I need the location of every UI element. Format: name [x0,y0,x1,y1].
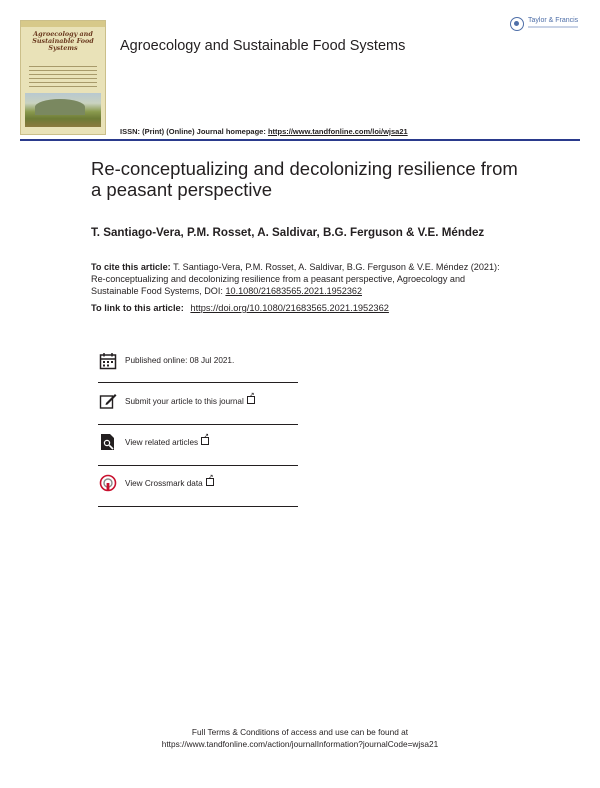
cover-title: Agroecology and Sustainable Food Systems [32,30,94,52]
external-link-icon [201,437,209,445]
terms-footer [0,727,600,750]
crossmark-icon [99,474,117,492]
article-title: Re-conceptualizing and decolonizing resilience from a peasant perspective [91,158,518,200]
cover-text-lines [29,66,97,90]
article-doi-link[interactable]: https://doi.org/10.1080/21683565.2021.1952362 [190,303,389,313]
header-divider [20,139,580,141]
issn-line [120,127,408,136]
published-row [98,352,298,386]
issn-label: ISSN: (Print) (Online) Journal homepage: [120,127,266,136]
article-link-label: To link to this article: [91,303,184,313]
related-articles-link[interactable]: View related articles↗ [125,437,209,447]
document-search-icon [99,433,117,451]
citation-doi-link[interactable]: 10.1080/21683565.2021.1952362 [225,285,362,296]
row-divider [98,465,298,466]
submit-article-link[interactable]: Submit your article to this journal↗ [125,396,255,406]
submit-article-row[interactable] [98,392,298,426]
publisher-tagline-bar [528,26,578,28]
journal-title[interactable]: Agroecology and Sustainable Food Systems [120,38,406,54]
terms-line: Full Terms & Conditions of access and use can be found at [191,727,409,737]
cover-band [21,21,105,27]
edit-icon [99,392,117,410]
publisher-name: Taylor & Francis [528,17,579,24]
citation-text: T. Santiago-Vera, P.M. Rosset, A. Saldivar, B.G. Ferguson & V.E. Méndez (2021): Re-conceptualizing and decolonizing resilience from a peasant perspective, Agroecology and Sustainable Food Systems, DOI: [91,262,500,296]
journal-homepage-link[interactable]: https://www.tandfonline.com/loi/wjsa21 [267,127,408,136]
row-divider [98,424,298,425]
related-articles-row[interactable] [98,433,298,467]
citation-block [91,262,511,297]
external-link-icon [247,396,255,404]
journal-cover-image [20,20,106,135]
row-divider [98,506,298,507]
external-link-icon [206,478,214,486]
published-date: Published online: 08 Jul 2021. [125,356,235,365]
article-authors: T. Santiago-Vera, P.M. Rosset, A. Saldivar, B.G. Ferguson & V.E. Méndez [91,226,485,239]
calendar-icon [99,352,117,370]
citation-label: To cite this article: [91,262,171,272]
article-link-line [91,303,389,313]
terms-url-link[interactable]: https://www.tandfonline.com/action/journalInformation?journalCode=wjsa21 [161,738,439,749]
row-divider [98,382,298,383]
cover-photo [25,93,101,127]
publisher-logo-icon [510,17,524,31]
crossmark-link[interactable]: View Crossmark data↗ [125,478,214,488]
publisher-logo [510,16,582,38]
crossmark-row[interactable] [98,474,298,508]
